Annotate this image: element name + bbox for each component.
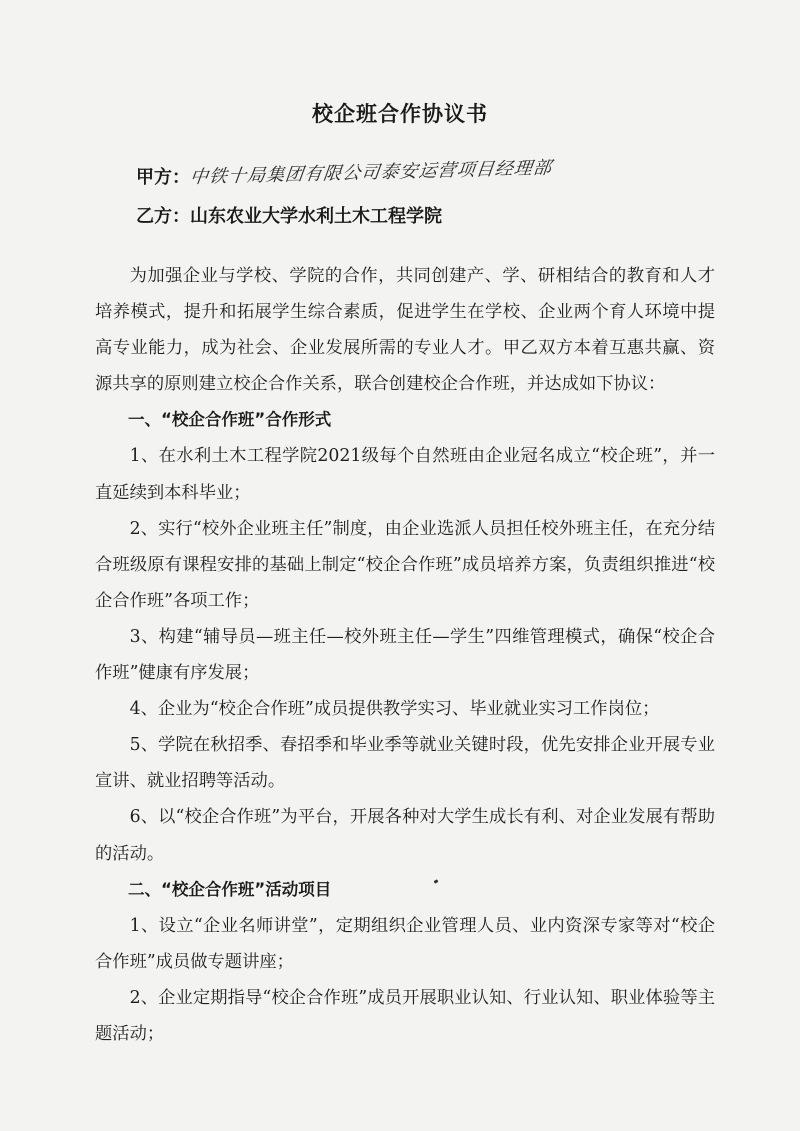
section-2-item: 2、企业定期指导“校企合作班”成员开展职业认知、行业认知、职业体验等主题活动； <box>95 987 715 1044</box>
party-a-handwritten-name: 中铁十局集团有限公司泰安运营项目经理部 <box>188 157 554 188</box>
section-1-item: 4、企业为“校企合作班”成员提供教学实习、毕业就业实习工作岗位； <box>129 699 660 720</box>
section-1-item: 2、实行“校外企业班主任”制度，由企业选派人员担任校外班主任，在充分结合班级原有课程安排的基础上制定“校企合作班”成员培养方案，负责组织推进“校企合作班”各项工作； <box>95 518 715 611</box>
document-body <box>95 258 715 1052</box>
section-1-heading: 一、“校企合作班”合作形式 <box>128 410 332 430</box>
section-2-item: 1、设立“企业名师讲堂”，定期组织企业管理人员、业内资深专家等对“校企合作班”成员做专题讲座； <box>95 915 715 972</box>
section-1-item: 5、学院在秋招季、春招季和毕业季等就业关键时段，优先安排企业开展专业宣讲、就业招聘等活动。 <box>95 735 715 792</box>
section-2-heading: 二、“校企合作班”活动项目 <box>128 879 332 899</box>
intro-paragraph: 为加强企业与学校、学院的合作，共同创建产、学、研相结合的教育和人才培养模式，提升和拓展学生综合素质，促进学生在学校、企业两个育人环境中提高专业能力，成为社会、企业发展所需的专业人才。甲乙双方本着互惠共赢、资源共享的原则建立校企合作关系，联合创建校企合作班，并达成如下协议： <box>95 266 715 395</box>
section-1-item: 3、构建“辅导员—班主任—校外班主任—学生”四维管理模式，确保“校企合作班”健康有序发展； <box>95 626 715 684</box>
party-a-line <box>136 157 554 189</box>
party-b-label: 乙方： <box>136 206 190 227</box>
document-title: 校企班合作协议书 <box>312 102 488 126</box>
section-1-item: 6、以“校企合作班”为平台，开展各种对大学生成长有利、对企业发展有帮助的活动。 <box>95 807 715 864</box>
party-b-name: 山东农业大学水利土木工程学院 <box>190 206 442 227</box>
party-b-line <box>136 202 442 228</box>
section-1-item: 1、在水利土木工程学院2021级每个自然班由企业冠名成立“校企班”，并一直延续到本科毕业； <box>95 446 715 503</box>
party-a-label: 甲方： <box>136 167 190 188</box>
